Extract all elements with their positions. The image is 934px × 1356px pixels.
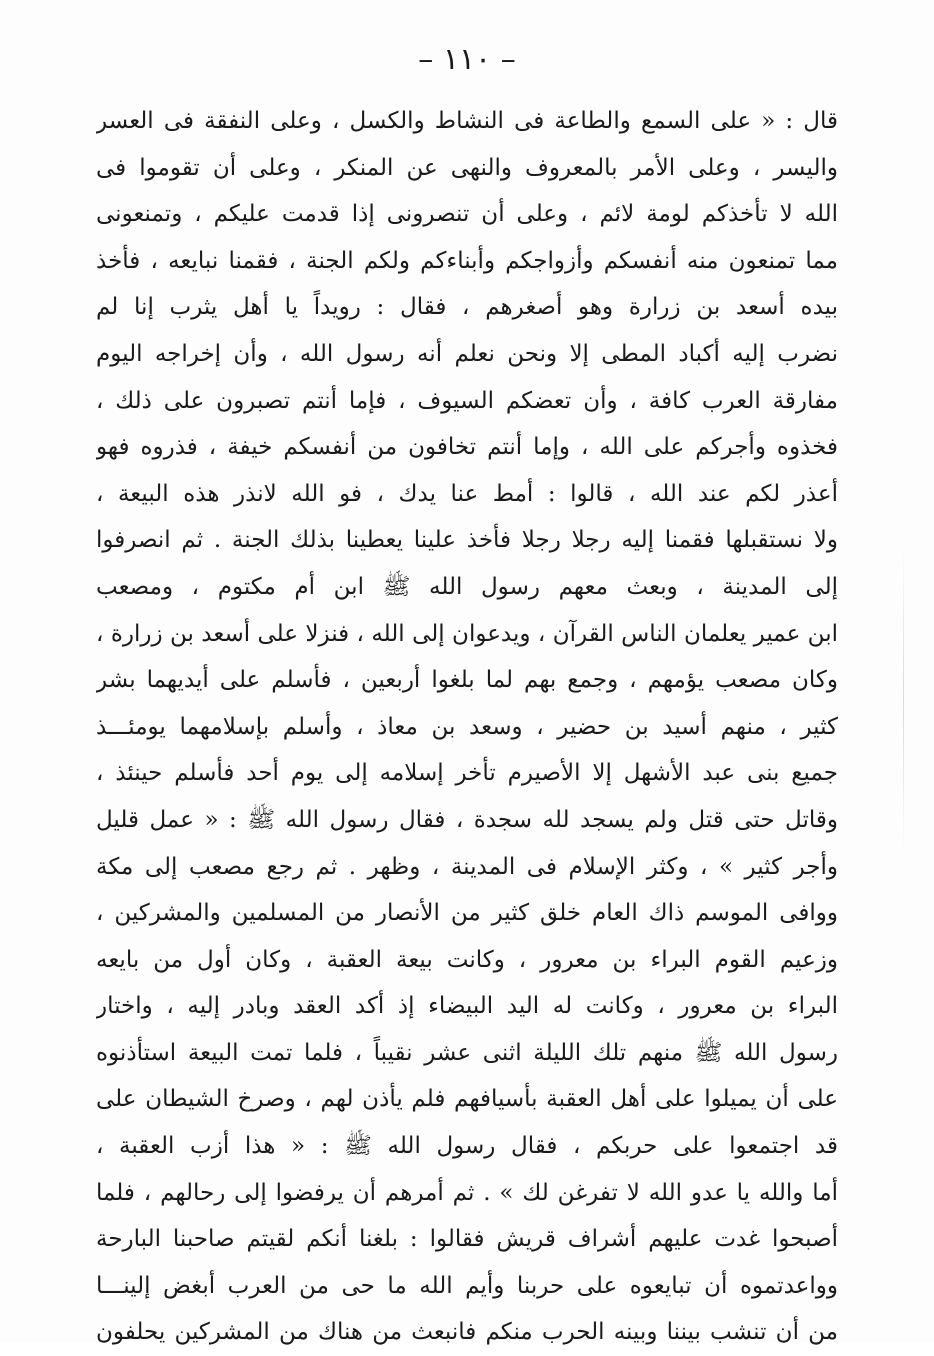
text-line: من أن تنشب بيننا وبينه الحرب منكم فانبعث من هناك من المشركين يحلفون — [96, 1319, 838, 1346]
text-line: وزعيم القوم البراء بن معرور ، وكانت بيعة العقبة ، وكان أول من بايعه — [96, 946, 838, 973]
text-line: جميع بنى عبد الأشهل إلا الأصيرم تأخر إسلامه إلى يوم أحد فأسلم حينئذ ، — [96, 760, 838, 787]
text-line: ابن عمير يعلمان الناس القرآن ، ويدعوان إلى الله ، فنزلا على أسعد بن زرارة ، — [96, 620, 838, 647]
text-line: واليسر ، وعلى الأمر بالمعروف والنهى عن المنكر ، وعلى أن تقوموا فى — [96, 154, 838, 181]
text-line: ووافى الموسم ذاك العام خلق كثير من الأنصار من المسلمين والمشركين ، — [96, 900, 838, 927]
text-line: وأجر كثير » ، وكثر الإسلام فى المدينة ، وظهر . ثم رجع مصعب إلى مكة — [96, 853, 838, 880]
text-line: مفارقة العرب كافة ، وأن تعضكم السيوف ، فإما أنتم تصبرون على ذلك ، — [96, 387, 838, 414]
text-line: كثير ، منهم أسيد بن حضير ، وسعد بن معاذ ، وأسلم بإسلامهما يومئـــذ — [96, 713, 838, 740]
page-edge-shadow — [903, 540, 904, 860]
text-line: أصبحوا غدت عليهم أشراف قريش فقالوا : بلغنا أنكم لقيتم صاحبنا البارحة — [96, 1226, 838, 1253]
text-line: أعذر لكم عند الله ، قالوا : أمط عنا يدك ، فو الله لانذر هذه البيعة ، — [96, 480, 838, 507]
text-line: وواعدتموه أن تبايعوه على حربنا وأيم الله ما حى من العرب أبغض إلينـــا — [96, 1272, 838, 1299]
body-text — [96, 98, 838, 1356]
text-line: قال : « على السمع والطاعة فى النشاط والكسل ، وعلى النفقة فى العسر — [96, 108, 838, 134]
text-line: إلى المدينة ، وبعث معهم رسول الله ﷺ ابن أم مكتوم ، ومصعب — [96, 573, 838, 600]
text-line: على أن يميلوا على أهل العقبة بأسيافهم فلم يأذن لهم ، وصرخ الشيطان على — [96, 1086, 838, 1113]
text-line: فخذوه وأجركم على الله ، وإما أنتم تخافون من أنفسكم خيفة ، فذروه فهو — [96, 434, 838, 461]
page-number: – ١١٠ – — [418, 42, 516, 77]
text-line: مما تمنعون منه أنفسكم وأزواجكم وأبناءكم ولكم الجنة ، فقمنا نبايعه ، فأخذ — [96, 247, 838, 274]
text-line: أما والله يا عدو الله لا تفرغن لك » . ثم أمرهم أن يرفضوا إلى رحالهم ، فلما — [96, 1179, 838, 1206]
text-line: ولا نستقبلها فقمنا إليه رجلا رجلا فأخذ علينا يعطينا بذلك الجنة . ثم انصرفوا — [96, 527, 838, 554]
text-line: بيده أسعد بن زرارة وهو أصغرهم ، فقال : رويداً يا أهل يثرب إنا لم — [96, 294, 838, 321]
text-line: الله لا تأخذكم لومة لائم ، وعلى أن تنصرونى إذا قدمت عليكم ، وتمنعونى — [96, 201, 838, 228]
text-line: قد اجتمعوا على حربكم ، فقال رسول الله ﷺ : « هذا أزب العقبة ، — [96, 1133, 838, 1160]
text-line: وقاتل حتى قتل ولم يسجد لله سجدة ، فقال رسول الله ﷺ : « عمل قليل — [96, 806, 838, 833]
text-line: نضرب إليه أكباد المطى إلا ونحن نعلم أنه رسول الله ، وأن إخراجه اليوم — [96, 340, 838, 367]
text-line: البراء بن معرور ، وكانت له اليد البيضاء إذ أكد العقد وبادر إليه ، واختار — [96, 993, 838, 1020]
text-line: رسول الله ﷺ منهم تلك الليلة اثنى عشر نقيباً ، فلما تمت البيعة استأذنوه — [96, 1039, 838, 1066]
text-line: وكان مصعب يؤمهم ، وجمع بهم لما بلغوا أربعين ، فأسلم على أيديهما بشر — [96, 667, 838, 694]
